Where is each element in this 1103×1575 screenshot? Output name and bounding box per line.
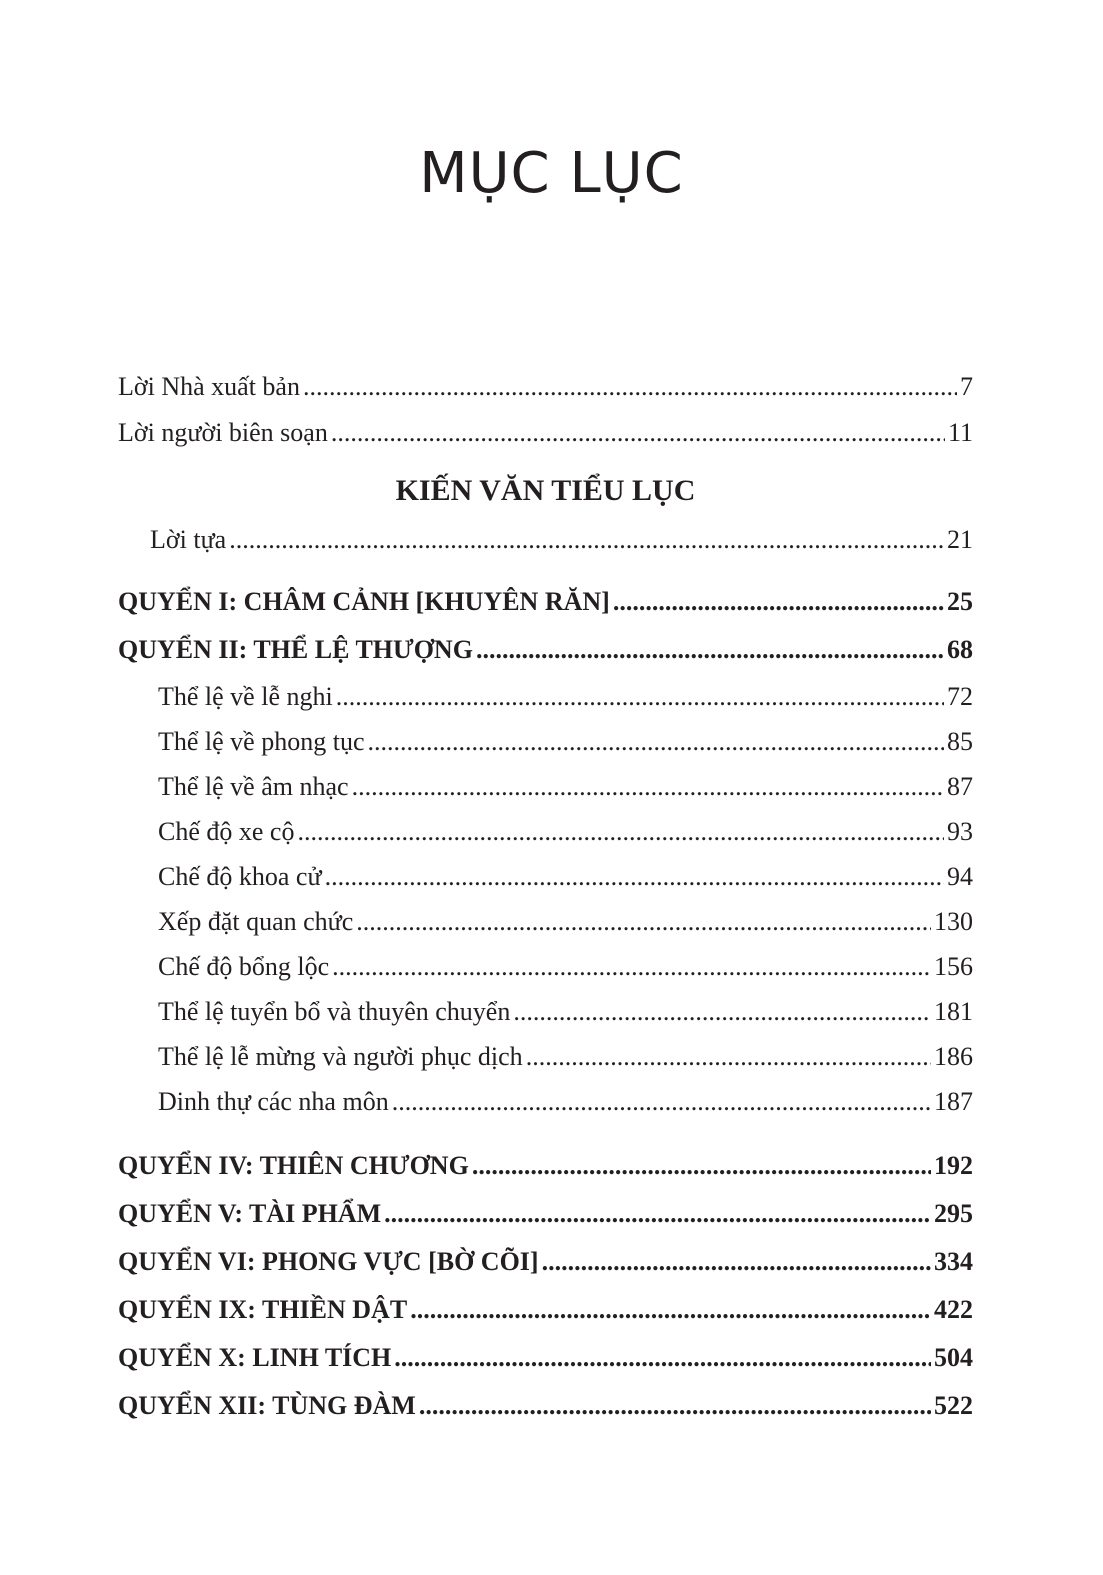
dot-leader	[613, 578, 944, 626]
toc-entry-label: Lời Nhà xuất bản	[118, 372, 300, 401]
toc-subentry	[118, 764, 973, 809]
toc-subentry	[118, 899, 973, 944]
page-title: MỤC LỤC	[419, 141, 684, 206]
toc-entry-page: 94	[947, 862, 973, 891]
dot-leader	[394, 1334, 931, 1382]
toc-entry-label: QUYỂN I: CHÂM CẢNH [KHUYÊN RĂN]	[118, 587, 610, 616]
toc-entry-page: 187	[934, 1087, 973, 1116]
toc-entry-page: 87	[947, 772, 973, 801]
toc-entry-page: 85	[947, 727, 973, 756]
toc-entry-label: Thể lệ về lễ nghi	[158, 682, 333, 711]
toc-book-5	[118, 1190, 973, 1238]
dot-leader	[336, 674, 944, 719]
toc-book-10	[118, 1334, 973, 1382]
toc-book-12	[118, 1382, 973, 1430]
dot-leader	[229, 516, 944, 564]
dot-leader	[368, 719, 945, 764]
toc-subentry	[118, 809, 973, 854]
dot-leader	[331, 410, 945, 456]
toc-entry-label: Chế độ bổng lộc	[158, 952, 330, 981]
toc-entry-label: Xếp đặt quan chức	[158, 907, 354, 936]
toc-entry-page: 422	[934, 1295, 973, 1324]
toc-entry-label: QUYỂN X: LINH TÍCH	[118, 1343, 392, 1372]
section-title: KIẾN VĂN TIỂU LỤC	[395, 474, 696, 507]
toc-entry-label: Chế độ khoa cử	[158, 862, 322, 891]
toc-entry-label: QUYỂN VI: PHONG VỰC [BỜ CÕI]	[118, 1247, 539, 1276]
dot-leader	[325, 854, 944, 899]
toc-book-2	[118, 626, 973, 674]
toc-entry-label: QUYỂN IX: THIỀN DẬT	[118, 1295, 408, 1324]
dot-leader	[384, 1190, 931, 1238]
toc-entry-page: 130	[934, 907, 973, 936]
toc-subentry	[118, 719, 973, 764]
dot-leader	[392, 1079, 931, 1124]
toc-entry-page: 21	[947, 525, 973, 554]
toc-entry-page: 181	[934, 997, 973, 1026]
toc-subentry	[118, 944, 973, 989]
toc-entry-page: 156	[934, 952, 973, 981]
toc-subentry	[118, 674, 973, 719]
dot-leader	[472, 1142, 931, 1190]
toc-entry-label: QUYỂN IV: THIÊN CHƯƠNG	[118, 1151, 469, 1180]
dot-leader	[476, 626, 944, 674]
table-of-contents	[118, 364, 973, 1430]
toc-subentry	[118, 989, 973, 1034]
toc-book-6	[118, 1238, 973, 1286]
toc-entry-label: Chế độ xe cộ	[158, 817, 295, 846]
dot-leader	[513, 989, 931, 1034]
toc-entry-page: 7	[960, 372, 973, 401]
toc-book-4	[118, 1142, 973, 1190]
toc-entry-label: QUYỂN V: TÀI PHẨM	[118, 1199, 382, 1228]
dot-leader	[303, 364, 957, 410]
toc-entry-page: 72	[947, 682, 973, 711]
dot-leader	[352, 764, 944, 809]
toc-entry-page: 504	[934, 1343, 973, 1372]
toc-entry-label: QUYỂN II: THỂ LỆ THƯỢNG	[118, 635, 473, 664]
dot-leader	[526, 1034, 931, 1079]
toc-entry-page: 522	[934, 1391, 973, 1420]
toc-entry-page: 93	[947, 817, 973, 846]
toc-entry-page: 11	[947, 418, 973, 447]
toc-entry-page: 334	[934, 1247, 973, 1276]
toc-subentry	[118, 1034, 973, 1079]
toc-book-9	[118, 1286, 973, 1334]
toc-entry-label: Lời người biên soạn	[118, 418, 328, 447]
dot-leader	[542, 1238, 931, 1286]
toc-book-1	[118, 578, 973, 626]
toc-entry-page: 295	[934, 1199, 973, 1228]
dot-leader	[332, 944, 931, 989]
toc-subentry	[118, 1079, 973, 1124]
toc-entry-page: 68	[947, 635, 973, 664]
toc-entry-label: Thể lệ lễ mừng và người phục dịch	[158, 1042, 523, 1071]
dot-leader	[297, 809, 944, 854]
toc-entry-label: Lời tựa	[150, 525, 227, 554]
toc-entry-page: 25	[947, 587, 973, 616]
toc-entry-publisher-note	[118, 364, 973, 410]
toc-entry-page: 192	[934, 1151, 973, 1180]
dot-leader	[419, 1382, 931, 1430]
toc-entry-preface	[118, 516, 973, 564]
toc-subentry	[118, 854, 973, 899]
dot-leader	[410, 1286, 931, 1334]
toc-entry-label: Thể lệ về âm nhạc	[158, 772, 349, 801]
toc-entry-label: QUYỂN XII: TÙNG ĐÀM	[118, 1391, 416, 1420]
toc-entry-label: Dinh thự các nha môn	[158, 1087, 389, 1116]
toc-entry-editor-note	[118, 410, 973, 456]
toc-entry-label: Thể lệ tuyển bổ và thuyên chuyển	[158, 997, 511, 1026]
toc-entry-page: 186	[934, 1042, 973, 1071]
dot-leader	[356, 899, 931, 944]
toc-entry-label: Thể lệ về phong tục	[158, 727, 365, 756]
